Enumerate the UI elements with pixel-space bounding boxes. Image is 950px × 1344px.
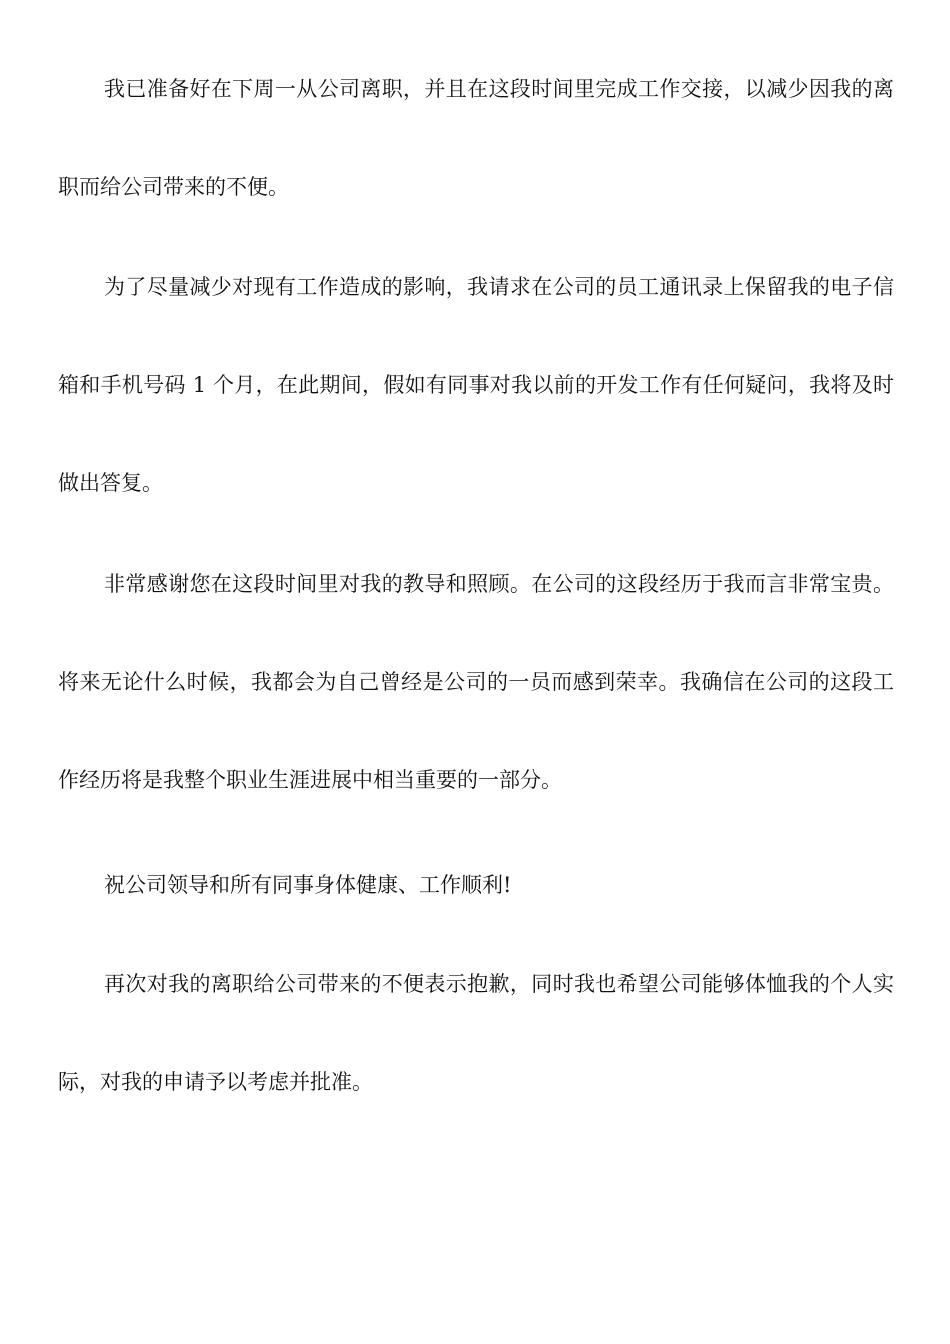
paragraph-gratitude-text: 非常感谢您在这段时间里对我的教导和照顾。在公司的这段经历于我而言非常宝贵。将来无论什么时候，我都会为自己曾经是公司的一员而感到荣幸。我确信在公司的这段工作经历将是我整个职业生涯进展中相当重要的一部分。 xyxy=(58,572,894,792)
paragraph-wishes xyxy=(58,836,894,934)
paragraph-wishes-text: 祝公司领导和所有同事身体健康、工作顺利! xyxy=(104,873,512,897)
paragraph-gratitude xyxy=(58,535,894,829)
paragraph-contact-text: 为了尽量减少对现有工作造成的影响，我请求在公司的员工通讯录上保留我的电子信箱和手机号码 1 个月，在此期间，假如有同事对我以前的开发工作有任何疑问，我将及时做出答复。 xyxy=(58,275,894,495)
paragraph-handover xyxy=(58,40,894,236)
paragraph-handover-text: 我已准备好在下周一从公司离职，并且在这段时间里完成工作交接，以减少因我的离职而给公司带来的不便。 xyxy=(58,77,894,199)
paragraph-apology-text: 再次对我的离职给公司带来的不便表示抱歉，同时我也希望公司能够体恤我的个人实际，对我的申请予以考虑并批准。 xyxy=(58,972,894,1094)
paragraph-apology xyxy=(58,935,894,1131)
paragraph-contact xyxy=(58,238,894,532)
